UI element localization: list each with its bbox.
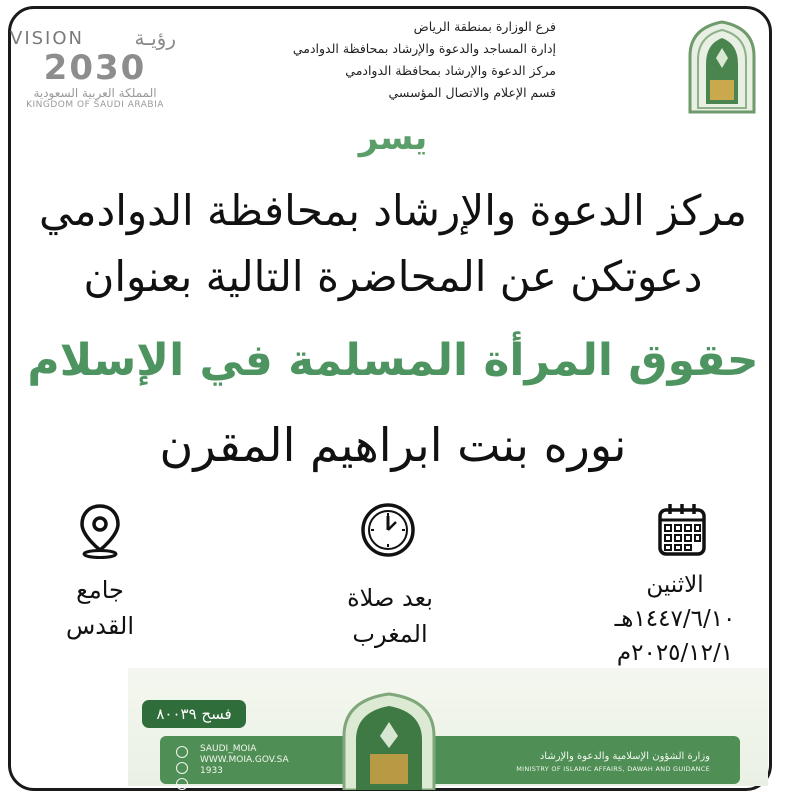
- location-text: [40, 572, 160, 644]
- invitation-line-2: دعوتكن عن المحاضرة التالية بعنوان: [83, 252, 703, 301]
- speaker-name: نوره بنت ابراهيم المقرن: [159, 418, 627, 472]
- ministry-arch-icon: [334, 690, 444, 790]
- announce-word: يسر: [358, 118, 428, 158]
- phone-number: 1933: [200, 766, 223, 776]
- kingdom-name-english: KINGDOM OF SAUDI ARABIA: [26, 100, 164, 110]
- date-text: [590, 568, 760, 670]
- location-line: جامع: [76, 576, 124, 604]
- date-hijri: ١٤٤٧/٦/١٠هـ: [614, 606, 736, 632]
- header-lines: [226, 16, 556, 104]
- ministry-name-english: MINISTRY OF ISLAMIC AFFAIRS, DAWAH AND GUIDANCE: [516, 765, 710, 773]
- location-line: القدس: [65, 612, 134, 640]
- website: WWW.MOIA.GOV.SA: [200, 755, 289, 765]
- social-handle: SAUDI_MOIA: [200, 744, 257, 754]
- twitter-icon: [176, 746, 188, 758]
- phone-icon: [176, 778, 188, 790]
- time-line: المغرب: [352, 620, 428, 648]
- social-icons: [176, 746, 194, 794]
- globe-icon: [176, 762, 188, 774]
- ministry-name: [450, 750, 710, 776]
- vision-word-arabic: رؤيـة: [134, 26, 176, 50]
- time-line: بعد صلاة: [347, 584, 433, 612]
- time-text: [320, 580, 460, 652]
- kingdom-name-arabic: المملكة العربية السعودية: [33, 86, 157, 100]
- header-line: فرع الوزارة بمنطقة الرياض: [413, 19, 556, 34]
- date-gregorian: ٢٠٢٥/١٢/١م: [616, 640, 734, 666]
- calendar-icon: [652, 500, 712, 560]
- header-line: إدارة المساجد والدعوة والإرشاد بمحافظة الدوادمي: [292, 41, 556, 56]
- location-pin-icon: [70, 500, 130, 560]
- vision-year: 2030: [43, 48, 147, 88]
- header-line: مركز الدعوة والإرشاد بمحافظة الدوادمي: [345, 63, 556, 78]
- ministry-logo-icon: [686, 18, 758, 114]
- permit-badge: فسح ٨٠٠٣٩: [142, 700, 246, 728]
- lecture-title: حقوق المرأة المسلمة في الإسلام: [27, 335, 759, 386]
- invitation-line-1: مركز الدعوة والإرشاد بمحافظة الدوادمي: [39, 186, 747, 235]
- date-day: الاثنين: [646, 572, 704, 598]
- vision-word: VISION: [10, 28, 84, 49]
- clock-icon: [358, 500, 418, 560]
- header-line: قسم الإعلام والاتصال المؤسسي: [388, 85, 556, 100]
- ministry-name-arabic: وزارة الشؤون الإسلامية والدعوة والإرشاد: [539, 751, 710, 762]
